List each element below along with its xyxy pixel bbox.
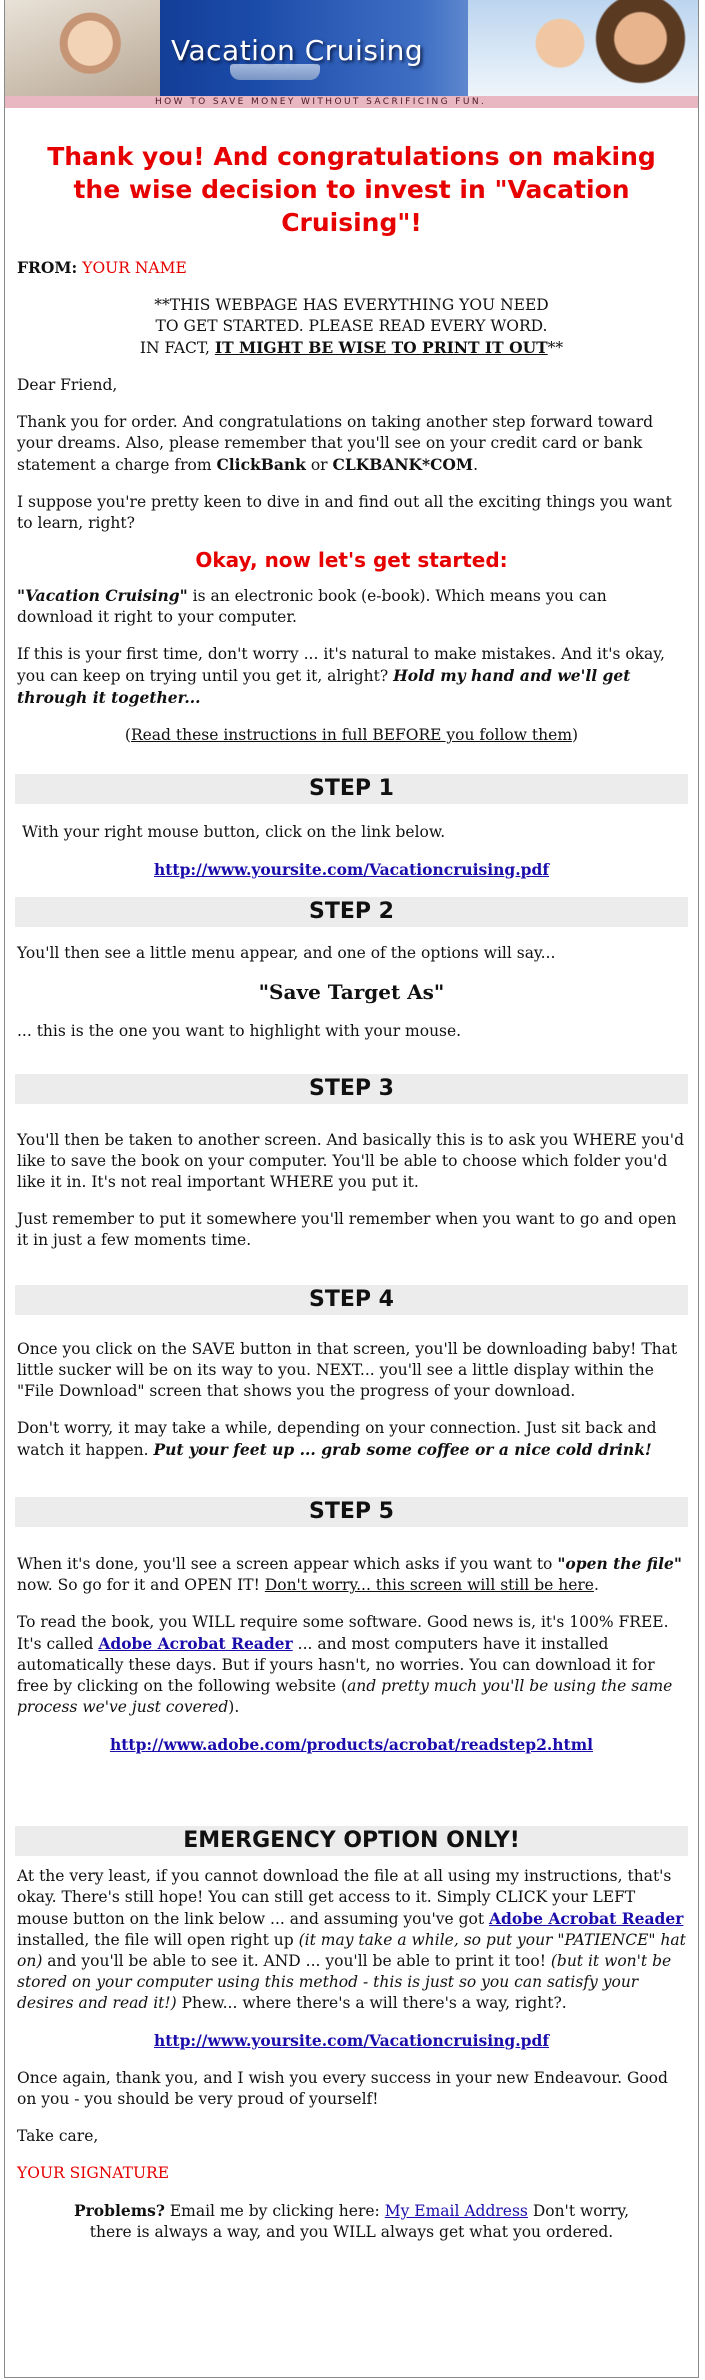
problems-text-a: Email me by clicking here: — [164, 2202, 385, 2220]
first-time-text: If this is your first time, don't worry ... it's natural to make mistakes. And it's okay, you can keep on trying until you get it, alright? — [17, 645, 665, 685]
notice-print-emphasis: IT MIGHT BE WISE TO PRINT IT OUT — [214, 338, 548, 357]
note-close: ) — [572, 726, 579, 744]
header-banner — [5, 0, 698, 108]
step-5-p2-italic: and pretty much you'll be using the same process we've just covered — [17, 1677, 673, 1716]
keen-paragraph: I suppose you're pretty keen to dive in and find out all the exciting things you want to learn, right? — [17, 493, 672, 532]
from-name: YOUR NAME — [82, 259, 187, 277]
step-5-text-c: . — [593, 1576, 599, 1594]
emergency-adobe-link[interactable]: Adobe Acrobat Reader — [489, 1909, 684, 1928]
adobe-link-row — [17, 1734, 686, 1756]
thank-you-headline: Thank you! And congratulations on making the wise decision to invest in "Vacation Cruising"! — [47, 142, 656, 237]
take-care: Take care, — [17, 2127, 99, 2145]
problems-label: Problems? — [73, 2201, 165, 2220]
step-3-heading: STEP 3 — [15, 1074, 688, 1104]
note-open: ( — [124, 726, 131, 744]
step-4-emphasis: Put your feet up ... grab some coffee or a nice cold drink! — [153, 1440, 652, 1459]
step-1-instruction: With your right mouse button, click on the link below. — [21, 823, 446, 841]
emergency-text-b: installed, the file will open right up — [17, 1931, 299, 1949]
step-2-after: ... this is the one you want to highlight with your mouse. — [17, 1022, 462, 1040]
step-1-text — [17, 822, 686, 843]
emergency-link-row — [17, 2030, 686, 2052]
emergency-ebook-link[interactable]: http://www.yoursite.com/Vacationcruising.pdf — [154, 2031, 549, 2050]
get-started-heading: Okay, now let's get started: — [195, 548, 508, 572]
adobe-reader-link[interactable]: Adobe Acrobat Reader — [98, 1634, 293, 1653]
step-5-p2-b: ... and most computers have it installed automatically these days. But if yours hasn't, no worries. You can download it for free by clicking on the following website ( — [17, 1635, 655, 1695]
closing-paragraph: Once again, thank you, and I wish you every success in your new Endeavour. Good on you - you should be very proud of yourself! — [17, 2069, 668, 2108]
from-label: FROM: — [17, 258, 78, 277]
step-5-text-b: now. So go for it and OPEN IT! — [17, 1576, 265, 1594]
open-the-file-emphasis: "open the file" — [557, 1554, 682, 1573]
greeting: Dear Friend, — [17, 376, 118, 394]
step-5-paragraph-1 — [17, 1553, 686, 1596]
print-notice — [17, 295, 686, 359]
save-target-as-quote: "Save Target As" — [258, 980, 445, 1004]
step-5-p2-a: To read the book, you WILL require some software. Good news is, it's 100% FREE. It's called — [17, 1613, 669, 1653]
senior-woman-photo — [5, 0, 160, 96]
step-1-link-row — [17, 859, 686, 881]
emergency-text-c: and you'll be able to see it. AND ... you'll be able to print it too! — [42, 1952, 551, 1970]
emergency-heading: EMERGENCY OPTION ONLY! — [15, 1826, 688, 1856]
emergency-italic-2: (but it won't be stored on your computer using this method - this is just so you can satisfy your desires and read it!) — [17, 1952, 672, 2012]
step-4-heading: STEP 4 — [15, 1285, 688, 1315]
problems-text-b: Don't worry, there is always a way, and you WILL always get what you ordered. — [89, 2202, 630, 2241]
notice-line-1: **THIS WEBPAGE HAS EVERYTHING YOU NEED — [154, 296, 549, 314]
intro-end: . — [473, 456, 479, 474]
ebook-paragraph — [17, 585, 686, 628]
ebook-text: is an electronic book (e-book). Which means you can download it right to your computer. — [17, 587, 607, 626]
ebook-title: "Vacation Cruising" — [17, 586, 188, 605]
site-tagline: HOW TO SAVE MONEY WITHOUT SACRIFICING FUN. — [155, 97, 487, 107]
emergency-text-a: At the very least, if you cannot download the file at all using my instructions, that's okay. There's still hope! You can still get access to it. Simply CLICK your LEFT mouse button on the link below ... and assuming you've got — [17, 1867, 672, 1928]
first-time-paragraph — [17, 644, 686, 709]
signature: YOUR SIGNATURE — [17, 2164, 170, 2182]
step-3-paragraph-2: Just remember to put it somewhere you'll remember when you want to go and open it in just a few moments time. — [17, 1210, 677, 1249]
page — [4, 0, 699, 2378]
ebook-download-link[interactable]: http://www.yoursite.com/Vacationcruising.pdf — [154, 860, 549, 879]
step-5-p2-c: ). — [228, 1698, 240, 1716]
problems-paragraph — [17, 2200, 686, 2243]
step-5-heading: STEP 5 — [15, 1497, 688, 1527]
clickbank-label: ClickBank — [216, 455, 306, 474]
intro-paragraph — [17, 412, 686, 476]
step-1-heading: STEP 1 — [15, 774, 688, 804]
couple-photo — [468, 0, 698, 96]
step-5-paragraph-2 — [17, 1612, 686, 1718]
notice-line-3-pre: IN FACT, — [139, 339, 215, 357]
notice-line-2: TO GET STARTED. PLEASE READ EVERY WORD. — [155, 317, 548, 335]
notice-line-3-post: ** — [547, 339, 564, 357]
emergency-text-d: Phew... where there's a will there's a way, right?. — [176, 1994, 567, 2012]
step-5-text-a: When it's done, you'll see a screen appear which asks if you want to — [17, 1555, 558, 1573]
step-2-text: You'll then see a little menu appear, and one of the options will say... — [17, 944, 556, 962]
email-link[interactable]: My Email Address — [384, 2202, 528, 2220]
step-3-paragraph-1: You'll then be taken to another screen. And basically this is to ask you WHERE you'd like to save the book on your computer. You'll be able to choose which folder you'd like it in. It's not real important WHERE you put it. — [17, 1131, 684, 1191]
intro-text: Thank you for order. And congratulations on taking another step forward toward your dreams. Also, please remember that you'll see on your credit card or bank statement a charge from — [17, 413, 654, 474]
emergency-italic-1: (it may take a while, so put your "PATIENCE" hat on) — [17, 1931, 686, 1970]
intro-or: or — [305, 456, 333, 474]
emergency-paragraph — [17, 1866, 686, 2014]
step-4-paragraph-2 — [17, 1418, 686, 1461]
step-2-heading: STEP 2 — [15, 897, 688, 927]
clkbank-label: CLKBANK*COM — [332, 455, 474, 474]
step-4-text: Don't worry, it may take a while, depending on your connection. Just sit back and watch it happen. — [17, 1419, 657, 1459]
instructions-note-text: Read these instructions in full BEFORE you follow them — [130, 726, 573, 744]
main-content — [5, 140, 698, 2243]
adobe-download-link[interactable]: http://www.adobe.com/products/acrobat/readstep2.html — [109, 1735, 593, 1754]
instructions-note — [17, 725, 686, 746]
dont-worry-underline: Don't worry... this screen will still be here — [264, 1576, 594, 1594]
from-line — [17, 257, 686, 279]
step-4-paragraph-1: Once you click on the SAVE button in that screen, you'll be downloading baby! That little sucker will be on its way to you. NEXT... you'll see a little display within the "File Download" screen that shows you the progress of your download. — [17, 1340, 678, 1400]
first-time-emphasis: Hold my hand and we'll get through it together... — [17, 666, 631, 707]
site-title: Vacation Cruising — [171, 34, 424, 67]
